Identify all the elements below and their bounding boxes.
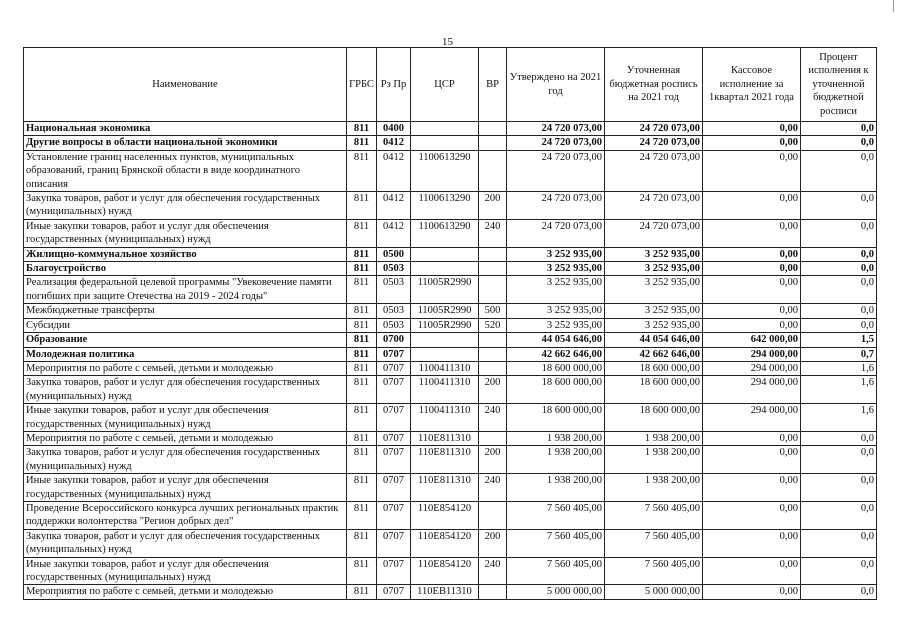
cell-percent: 0,0 [801,122,877,136]
cell-csr: 1100411310 [411,404,479,432]
cell-refined: 1 938 200,00 [605,431,703,445]
table-row [24,501,877,529]
cell-rzpr: 0707 [377,376,411,404]
cell-csr: 110E811310 [411,431,479,445]
cell-csr: 1100613290 [411,219,479,247]
cell-name: Иные закупки товаров, работ и услуг для обеспечения государственных (муниципальных) нужд [24,474,347,502]
cell-grbs: 811 [347,585,377,599]
cell-rzpr: 0707 [377,361,411,375]
cell-vr [479,262,507,276]
cell-csr [411,347,479,361]
cell-vr: 200 [479,192,507,220]
cell-rzpr: 0503 [377,262,411,276]
cell-approved: 1 938 200,00 [507,474,605,502]
cell-refined: 7 560 405,00 [605,557,703,585]
header-rzpr: Рз Пр [377,48,411,122]
cell-cash: 0,00 [703,192,801,220]
cell-name: Субсидии [24,318,347,332]
cell-rzpr: 0503 [377,304,411,318]
header-approved: Утверждено на 2021 год [507,48,605,122]
cell-rzpr: 0707 [377,557,411,585]
cell-percent: 0,0 [801,431,877,445]
cell-grbs: 811 [347,404,377,432]
cell-cash: 0,00 [703,431,801,445]
cell-rzpr: 0707 [377,529,411,557]
cell-grbs: 811 [347,262,377,276]
header-csr: ЦСР [411,48,479,122]
cell-approved: 24 720 073,00 [507,219,605,247]
cell-approved: 3 252 935,00 [507,262,605,276]
cell-name: Закупка товаров, работ и услуг для обеспечения государственных (муниципальных) нужд [24,529,347,557]
cell-vr [479,501,507,529]
cell-percent: 1,6 [801,376,877,404]
cell-cash: 0,00 [703,474,801,502]
table-row [24,376,877,404]
cell-rzpr: 0412 [377,136,411,150]
cell-csr: 1100613290 [411,192,479,220]
cell-refined: 3 252 935,00 [605,304,703,318]
cell-approved: 24 720 073,00 [507,192,605,220]
cell-vr [479,333,507,347]
cell-refined: 3 252 935,00 [605,262,703,276]
cell-refined: 42 662 646,00 [605,347,703,361]
cell-vr [479,585,507,599]
cell-percent: 0,0 [801,446,877,474]
cell-refined: 18 600 000,00 [605,361,703,375]
cell-name: Установление границ населенных пунктов, муниципальных образований, границ Брянской области в виде координатного описания [24,150,347,191]
cell-name: Мероприятия по работе с семьей, детьми и молодежью [24,585,347,599]
table-row [24,150,877,191]
cell-percent: 0,0 [801,219,877,247]
cell-refined: 18 600 000,00 [605,404,703,432]
cell-cash: 0,00 [703,501,801,529]
table-row [24,333,877,347]
cell-vr: 240 [479,557,507,585]
cell-refined: 3 252 935,00 [605,318,703,332]
table-row [24,585,877,599]
cell-refined: 7 560 405,00 [605,501,703,529]
table-row [24,247,877,261]
table-row [24,529,877,557]
cell-approved: 44 054 646,00 [507,333,605,347]
cell-rzpr: 0707 [377,347,411,361]
cell-grbs: 811 [347,247,377,261]
cell-name: Межбюджетные трансферты [24,304,347,318]
cell-cash: 0,00 [703,276,801,304]
cell-name: Мероприятия по работе с семьей, детьми и молодежью [24,361,347,375]
cell-name: Иные закупки товаров, работ и услуг для обеспечения государственных (муниципальных) нужд [24,219,347,247]
header-percent: Процент исполнения к уточненной бюджетной росписи [801,48,877,122]
header-name: Наименование [24,48,347,122]
cell-percent: 0,0 [801,318,877,332]
cell-cash: 0,00 [703,122,801,136]
cell-csr: 110E854120 [411,529,479,557]
table-row [24,347,877,361]
budget-table [23,47,877,600]
cell-vr [479,431,507,445]
cell-percent: 0,0 [801,529,877,557]
header-grbs: ГРБС [347,48,377,122]
cell-percent: 1,6 [801,404,877,432]
cell-grbs: 811 [347,361,377,375]
cell-approved: 5 000 000,00 [507,585,605,599]
cell-csr [411,262,479,276]
cell-vr [479,247,507,261]
cell-percent: 0,0 [801,262,877,276]
cell-approved: 24 720 073,00 [507,136,605,150]
cell-grbs: 811 [347,431,377,445]
cell-refined: 24 720 073,00 [605,136,703,150]
cell-grbs: 811 [347,304,377,318]
table-body [24,122,877,600]
cell-csr [411,122,479,136]
cell-rzpr: 0707 [377,501,411,529]
cell-cash: 0,00 [703,136,801,150]
cell-percent: 0,0 [801,276,877,304]
cell-rzpr: 0707 [377,585,411,599]
cell-rzpr: 0412 [377,150,411,191]
cell-vr: 240 [479,404,507,432]
header-cash: Кассовое исполнение за 1квартал 2021 года [703,48,801,122]
cell-approved: 24 720 073,00 [507,122,605,136]
cell-vr [479,276,507,304]
cell-approved: 1 938 200,00 [507,446,605,474]
cell-csr: 110E811310 [411,474,479,502]
cell-cash: 0,00 [703,247,801,261]
cell-name: Благоустройство [24,262,347,276]
cell-approved: 3 252 935,00 [507,247,605,261]
cell-name: Иные закупки товаров, работ и услуг для обеспечения государственных (муниципальных) нужд [24,404,347,432]
cell-name: Жилищно-коммунальное хозяйство [24,247,347,261]
cell-csr: 11005R2990 [411,318,479,332]
cell-percent: 0,7 [801,347,877,361]
cell-rzpr: 0412 [377,192,411,220]
cell-grbs: 811 [347,333,377,347]
cell-name: Реализация федеральной целевой программы "Увековечение памяти погибших при защите Отечества на 2019 - 2024 годы" [24,276,347,304]
cell-cash: 294 000,00 [703,347,801,361]
cell-approved: 18 600 000,00 [507,376,605,404]
cell-rzpr: 0707 [377,446,411,474]
cell-grbs: 811 [347,219,377,247]
cell-vr [479,136,507,150]
cell-percent: 0,0 [801,136,877,150]
cell-percent: 0,0 [801,501,877,529]
cell-refined: 24 720 073,00 [605,122,703,136]
cell-csr: 11005R2990 [411,304,479,318]
cell-grbs: 811 [347,276,377,304]
cell-csr: 110E811310 [411,446,479,474]
cell-cash: 0,00 [703,318,801,332]
table-row [24,276,877,304]
cell-approved: 7 560 405,00 [507,501,605,529]
cell-grbs: 811 [347,446,377,474]
cell-refined: 7 560 405,00 [605,529,703,557]
cell-approved: 3 252 935,00 [507,276,605,304]
cell-approved: 7 560 405,00 [507,557,605,585]
cell-vr [479,361,507,375]
cell-cash: 294 000,00 [703,361,801,375]
header-vr: ВР [479,48,507,122]
cell-approved: 1 938 200,00 [507,431,605,445]
table-row [24,136,877,150]
cell-grbs: 811 [347,150,377,191]
cell-refined: 44 054 646,00 [605,333,703,347]
cell-csr [411,136,479,150]
cell-name: Закупка товаров, работ и услуг для обеспечения государственных (муниципальных) нужд [24,376,347,404]
cell-name: Иные закупки товаров, работ и услуг для обеспечения государственных (муниципальных) нужд [24,557,347,585]
cell-approved: 18 600 000,00 [507,404,605,432]
cell-name: Проведение Всероссийского конкурса лучших региональных практик поддержки волонтерства "Регион добрых дел" [24,501,347,529]
cell-name: Национальная экономика [24,122,347,136]
cell-rzpr: 0500 [377,247,411,261]
table-row [24,446,877,474]
cell-vr: 200 [479,529,507,557]
cell-refined: 3 252 935,00 [605,247,703,261]
cell-csr: 1100411310 [411,361,479,375]
cell-approved: 42 662 646,00 [507,347,605,361]
cell-rzpr: 0400 [377,122,411,136]
cell-grbs: 811 [347,318,377,332]
cell-grbs: 811 [347,192,377,220]
cell-percent: 0,0 [801,557,877,585]
cell-refined: 3 252 935,00 [605,276,703,304]
cell-rzpr: 0707 [377,474,411,502]
cell-refined: 24 720 073,00 [605,150,703,191]
cell-vr: 200 [479,376,507,404]
cell-rzpr: 0503 [377,318,411,332]
cell-name: Молодежная политика [24,347,347,361]
cell-cash: 0,00 [703,219,801,247]
cell-vr: 240 [479,474,507,502]
table-row [24,557,877,585]
cell-csr: 110E854120 [411,557,479,585]
cell-approved: 3 252 935,00 [507,304,605,318]
cell-vr: 500 [479,304,507,318]
cell-percent: 0,0 [801,474,877,502]
cell-vr: 200 [479,446,507,474]
cell-grbs: 811 [347,136,377,150]
cell-rzpr: 0503 [377,276,411,304]
table-row [24,304,877,318]
cell-vr: 520 [479,318,507,332]
cell-rzpr: 0700 [377,333,411,347]
cell-refined: 24 720 073,00 [605,219,703,247]
cell-grbs: 811 [347,376,377,404]
cell-grbs: 811 [347,122,377,136]
cell-cash: 0,00 [703,557,801,585]
cell-grbs: 811 [347,474,377,502]
cell-refined: 1 938 200,00 [605,446,703,474]
cell-grbs: 811 [347,501,377,529]
cell-percent: 1,6 [801,361,877,375]
cell-vr [479,122,507,136]
cell-percent: 0,0 [801,150,877,191]
cell-percent: 0,0 [801,585,877,599]
cell-csr [411,333,479,347]
page-number: 15 [442,36,453,48]
cell-percent: 1,5 [801,333,877,347]
cell-percent: 0,0 [801,192,877,220]
cell-vr [479,150,507,191]
cell-grbs: 811 [347,557,377,585]
cell-csr: 1100613290 [411,150,479,191]
cell-name: Закупка товаров, работ и услуг для обеспечения государственных (муниципальных) нужд [24,446,347,474]
cell-csr: 11005R2990 [411,276,479,304]
table-row [24,262,877,276]
table-row [24,431,877,445]
cell-approved: 18 600 000,00 [507,361,605,375]
cell-name: Мероприятия по работе с семьей, детьми и молодежью [24,431,347,445]
cell-percent: 0,0 [801,247,877,261]
cell-name: Образование [24,333,347,347]
cell-cash: 0,00 [703,150,801,191]
cell-csr: 1100411310 [411,376,479,404]
cell-approved: 3 252 935,00 [507,318,605,332]
cell-grbs: 811 [347,529,377,557]
cell-refined: 1 938 200,00 [605,474,703,502]
cell-refined: 24 720 073,00 [605,192,703,220]
cell-cash: 0,00 [703,529,801,557]
table-row [24,219,877,247]
cell-name: Другие вопросы в области национальной экономики [24,136,347,150]
cell-cash: 0,00 [703,262,801,276]
cell-cash: 642 000,00 [703,333,801,347]
table-header-row [24,48,877,122]
cell-csr: 110E854120 [411,501,479,529]
header-refined: Уточненная бюджетная роспись на 2021 год [605,48,703,122]
cell-refined: 18 600 000,00 [605,376,703,404]
cell-name: Закупка товаров, работ и услуг для обеспечения государственных (муниципальных) нужд [24,192,347,220]
cell-rzpr: 0707 [377,404,411,432]
table-row [24,192,877,220]
cell-cash: 0,00 [703,446,801,474]
table-row [24,474,877,502]
cell-cash: 0,00 [703,585,801,599]
edge-mark [893,0,894,12]
cell-refined: 5 000 000,00 [605,585,703,599]
cell-percent: 0,0 [801,304,877,318]
cell-rzpr: 0412 [377,219,411,247]
cell-vr: 240 [479,219,507,247]
cell-vr [479,347,507,361]
table-row [24,122,877,136]
cell-approved: 7 560 405,00 [507,529,605,557]
cell-grbs: 811 [347,347,377,361]
cell-cash: 294 000,00 [703,404,801,432]
table-row [24,318,877,332]
cell-approved: 24 720 073,00 [507,150,605,191]
cell-cash: 0,00 [703,304,801,318]
table-row [24,404,877,432]
table-row [24,361,877,375]
cell-rzpr: 0707 [377,431,411,445]
cell-csr [411,247,479,261]
cell-csr: 110EB11310 [411,585,479,599]
cell-cash: 294 000,00 [703,376,801,404]
